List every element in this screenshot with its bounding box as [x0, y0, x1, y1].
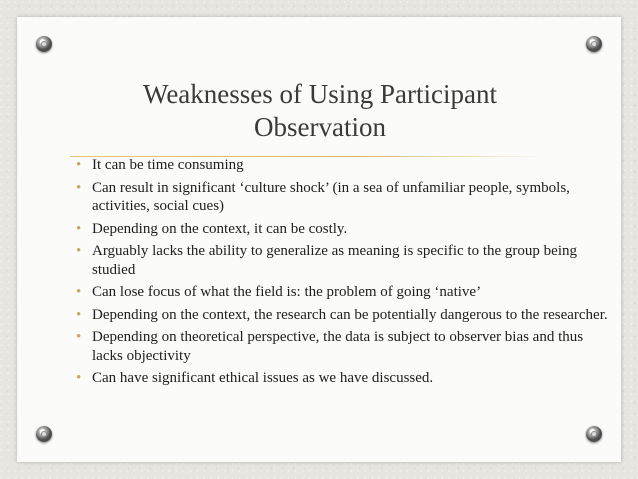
pushpin-icon: [586, 36, 602, 52]
list-item: [68, 179, 608, 216]
list-item: [68, 369, 608, 388]
list-item: [68, 156, 608, 175]
bullet-icon: •: [76, 220, 82, 237]
list-item: [68, 242, 608, 279]
pushpin-icon: [36, 426, 52, 442]
slide-title-line-1: Weaknesses of Using Participant: [143, 79, 497, 109]
list-item-text: Arguably lacks the ability to generalize as meaning is specific to the group being studied: [92, 243, 577, 278]
slide-title: [40, 78, 600, 144]
pushpin-icon: [586, 426, 602, 442]
bullet-icon: •: [76, 179, 82, 196]
list-item-text: Can result in significant ‘culture shock’ (in a sea of unfamiliar people, symbols, activities, social cues): [92, 179, 570, 214]
list-item: [68, 328, 608, 365]
list-item-text: Depending on theoretical perspective, the data is subject to observer bias and thus lacks objectivity: [92, 329, 584, 364]
pushpin-icon: [36, 36, 52, 52]
list-item: [68, 220, 608, 239]
bullet-icon: •: [76, 329, 82, 345]
slide-title-line-2: Observation: [254, 112, 386, 142]
list-item-text: Depending on the context, it can be costly.: [92, 220, 348, 237]
bullet-icon: •: [76, 306, 82, 323]
bullet-icon: •: [76, 284, 82, 300]
list-item-text: Depending on the context, the research can be potentially dangerous to the researcher.: [92, 306, 608, 323]
list-item-text: Can have significant ethical issues as we have discussed.: [92, 370, 434, 386]
list-item-text: Can lose focus of what the field is: the problem of going ‘native’: [92, 284, 482, 300]
bullet-icon: •: [76, 157, 82, 173]
list-item: [68, 283, 608, 302]
bullet-icon: •: [76, 243, 82, 259]
bullet-icon: •: [76, 370, 82, 386]
list-item: [68, 306, 608, 325]
list-item-text: It can be time consuming: [92, 157, 244, 173]
bullet-list: [68, 156, 608, 392]
